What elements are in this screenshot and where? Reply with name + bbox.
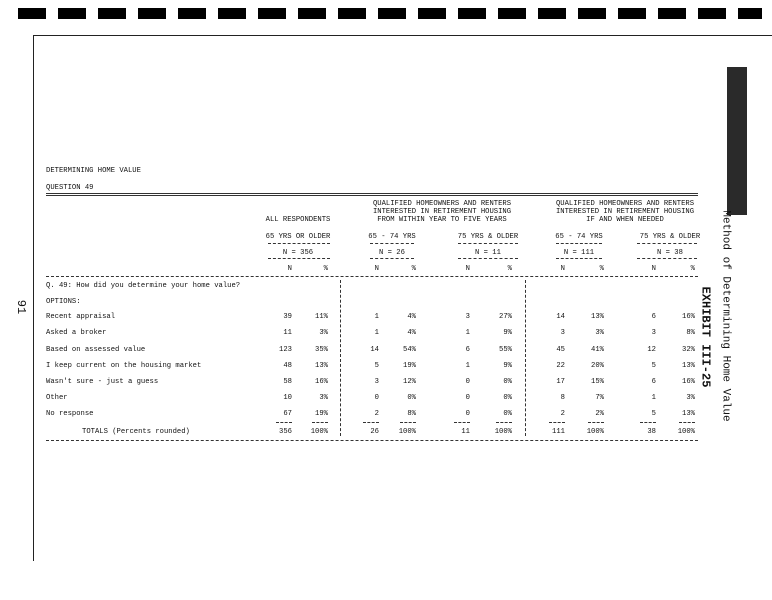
- percent-cell: 54%: [403, 346, 416, 354]
- subtotal-underline: [400, 422, 416, 423]
- perforation-mark: [738, 8, 762, 19]
- subheader-underline: [268, 243, 330, 244]
- total-count-cell: 38: [647, 428, 656, 436]
- n-all: N = 356: [282, 249, 314, 257]
- n-g1-65-74: N = 26: [379, 249, 405, 257]
- percent-cell: 0%: [407, 394, 416, 402]
- perforation-mark: [698, 8, 726, 19]
- perforation-mark: [138, 8, 166, 19]
- perforation-mark: [338, 8, 366, 19]
- perforation-mark: [418, 8, 446, 19]
- subheader-underline: [556, 243, 602, 244]
- row-label: I keep current on the housing market: [46, 362, 202, 370]
- row-label: Wasn't sure - just a guess: [46, 378, 159, 386]
- percent-cell: 16%: [315, 378, 328, 386]
- percent-cell: 8%: [407, 410, 416, 418]
- subtotal-underline: [454, 422, 470, 423]
- row-label: Based on assessed value: [46, 346, 146, 354]
- question-number: QUESTION 49: [46, 184, 94, 192]
- subheader-underline: [370, 243, 414, 244]
- perforation-mark: [538, 8, 566, 19]
- percent-cell: 7%: [595, 394, 604, 402]
- percent-cell: 55%: [499, 346, 512, 354]
- percent-cell: 12%: [403, 378, 416, 386]
- total-count-cell: 26: [370, 428, 379, 436]
- count-cell: 5: [651, 410, 656, 418]
- percent-cell: 3%: [595, 329, 604, 337]
- count-cell: 58: [283, 378, 292, 386]
- header-rule: [46, 193, 698, 196]
- row-label: No response: [46, 410, 94, 418]
- count-cell: 3: [651, 329, 656, 337]
- options-label: OPTIONS:: [46, 298, 81, 306]
- perforation-mark: [618, 8, 646, 19]
- subheader-g2-75: 75 YRS & OLDER: [639, 233, 701, 241]
- percent-column-label: %: [507, 265, 512, 273]
- percent-cell: 4%: [407, 313, 416, 321]
- n-underline: [556, 258, 602, 259]
- count-cell: 67: [283, 410, 292, 418]
- percent-cell: 3%: [319, 394, 328, 402]
- count-cell: 2: [374, 410, 379, 418]
- n-g2-65-74: N = 111: [563, 249, 595, 257]
- row-label: Asked a broker: [46, 329, 107, 337]
- count-cell: 3: [465, 313, 470, 321]
- n-underline: [458, 258, 518, 259]
- count-cell: 22: [556, 362, 565, 370]
- page-frame: [33, 35, 772, 561]
- count-cell: 3: [560, 329, 565, 337]
- percent-cell: 3%: [686, 394, 695, 402]
- exhibit-label: EXHIBIT III-25: [698, 286, 713, 388]
- percent-cell: 3%: [319, 329, 328, 337]
- perforation-mark: [18, 8, 46, 19]
- perforation-mark: [98, 8, 126, 19]
- count-cell: 5: [651, 362, 656, 370]
- count-cell: 12: [647, 346, 656, 354]
- percent-column-label: %: [411, 265, 416, 273]
- count-cell: 0: [465, 410, 470, 418]
- subtotal-underline: [588, 422, 604, 423]
- subtotal-underline: [276, 422, 292, 423]
- total-percent-cell: 100%: [677, 428, 695, 436]
- header-group2-line3: IF AND WHEN NEEDED: [586, 216, 664, 224]
- total-percent-cell: 100%: [494, 428, 512, 436]
- perforation-mark: [458, 8, 486, 19]
- count-cell: 10: [283, 394, 292, 402]
- count-cell: 0: [465, 394, 470, 402]
- percent-cell: 32%: [682, 346, 695, 354]
- column-header-rule: [46, 276, 698, 277]
- percent-cell: 9%: [503, 329, 512, 337]
- count-cell: 3: [374, 378, 379, 386]
- count-column-label: N: [374, 265, 379, 273]
- count-cell: 39: [283, 313, 292, 321]
- perforation-mark: [498, 8, 526, 19]
- subtotal-underline: [363, 422, 379, 423]
- perforation-mark: [658, 8, 686, 19]
- count-cell: 1: [465, 329, 470, 337]
- row-label: Other: [46, 394, 68, 402]
- percent-cell: 13%: [315, 362, 328, 370]
- percent-cell: 9%: [503, 362, 512, 370]
- percent-cell: 0%: [503, 394, 512, 402]
- count-cell: 123: [279, 346, 292, 354]
- count-cell: 14: [370, 346, 379, 354]
- count-cell: 6: [651, 378, 656, 386]
- count-cell: 1: [465, 362, 470, 370]
- perforation-mark: [298, 8, 326, 19]
- count-cell: 48: [283, 362, 292, 370]
- count-cell: 11: [283, 329, 292, 337]
- percent-cell: 16%: [682, 313, 695, 321]
- perforation-mark: [58, 8, 86, 19]
- subtotal-underline: [549, 422, 565, 423]
- percent-column-label: %: [323, 265, 328, 273]
- header-all-respondents: ALL RESPONDENTS: [265, 216, 331, 224]
- side-tab-marker: [727, 67, 747, 215]
- percent-cell: 19%: [403, 362, 416, 370]
- percent-cell: 0%: [503, 378, 512, 386]
- percent-cell: 13%: [682, 410, 695, 418]
- total-count-cell: 356: [279, 428, 292, 436]
- subheader-underline: [458, 243, 518, 244]
- percent-cell: 41%: [591, 346, 604, 354]
- perforation-mark: [378, 8, 406, 19]
- header-group2-line1: QUALIFIED HOMEOWNERS AND RENTERS: [555, 200, 695, 208]
- percent-column-label: %: [599, 265, 604, 273]
- subtotal-underline: [640, 422, 656, 423]
- percent-cell: 20%: [591, 362, 604, 370]
- percent-cell: 16%: [682, 378, 695, 386]
- subtotal-underline: [679, 422, 695, 423]
- subheader-underline: [637, 243, 697, 244]
- percent-column-label: %: [690, 265, 695, 273]
- percent-cell: 13%: [682, 362, 695, 370]
- count-cell: 1: [374, 329, 379, 337]
- percent-cell: 19%: [315, 410, 328, 418]
- subtotal-underline: [312, 422, 328, 423]
- perforation-mark: [578, 8, 606, 19]
- column-divider: [525, 280, 526, 436]
- count-cell: 14: [556, 313, 565, 321]
- count-column-label: N: [560, 265, 565, 273]
- header-group2-line2: INTERESTED IN RETIREMENT HOUSING: [555, 208, 695, 216]
- percent-cell: 2%: [595, 410, 604, 418]
- question-text: Q. 49: How did you determine your home value?: [46, 282, 241, 290]
- header-group1-line1: QUALIFIED HOMEOWNERS AND RENTERS: [372, 200, 512, 208]
- perforation-mark: [258, 8, 286, 19]
- subheader-g1-75: 75 YRS & OLDER: [457, 233, 519, 241]
- total-percent-cell: 100%: [310, 428, 328, 436]
- count-cell: 1: [374, 313, 379, 321]
- count-cell: 17: [556, 378, 565, 386]
- count-cell: 8: [560, 394, 565, 402]
- n-underline: [370, 258, 414, 259]
- count-cell: 5: [374, 362, 379, 370]
- n-g1-75: N = 11: [475, 249, 501, 257]
- count-column-label: N: [287, 265, 292, 273]
- total-percent-cell: 100%: [398, 428, 416, 436]
- total-count-cell: 111: [552, 428, 565, 436]
- subheader-all: 65 YRS OR OLDER: [265, 233, 331, 241]
- total-count-cell: 11: [461, 428, 470, 436]
- count-column-label: N: [651, 265, 656, 273]
- page-number: 91: [14, 299, 29, 315]
- count-cell: 0: [465, 378, 470, 386]
- column-divider: [340, 280, 341, 436]
- count-cell: 6: [651, 313, 656, 321]
- total-percent-cell: 100%: [586, 428, 604, 436]
- subheader-g2-65-74: 65 - 74 YRS: [555, 233, 603, 241]
- count-cell: 1: [651, 394, 656, 402]
- percent-cell: 4%: [407, 329, 416, 337]
- subheader-g1-65-74: 65 - 74 YRS: [368, 233, 416, 241]
- n-underline: [268, 258, 330, 259]
- header-group1-line3: FROM WITHIN YEAR TO FIVE YEARS: [377, 216, 507, 224]
- table-bottom-rule: [46, 440, 698, 441]
- perforation-mark: [218, 8, 246, 19]
- n-g2-75: N = 38: [657, 249, 683, 257]
- header-group1-line2: INTERESTED IN RETIREMENT HOUSING: [372, 208, 512, 216]
- count-column-label: N: [465, 265, 470, 273]
- perforation-mark: [178, 8, 206, 19]
- percent-cell: 27%: [499, 313, 512, 321]
- percent-cell: 8%: [686, 329, 695, 337]
- subtotal-underline: [496, 422, 512, 423]
- percent-cell: 13%: [591, 313, 604, 321]
- totals-label: TOTALS (Percents rounded): [82, 428, 190, 436]
- percent-cell: 11%: [315, 313, 328, 321]
- count-cell: 2: [560, 410, 565, 418]
- percent-cell: 0%: [503, 410, 512, 418]
- count-cell: 6: [465, 346, 470, 354]
- count-cell: 45: [556, 346, 565, 354]
- section-title: DETERMINING HOME VALUE: [46, 167, 141, 175]
- n-underline: [637, 258, 697, 259]
- percent-cell: 15%: [591, 378, 604, 386]
- exhibit-subtitle: Method of Determining Home Value: [719, 210, 732, 422]
- count-cell: 0: [374, 394, 379, 402]
- row-label: Recent appraisal: [46, 313, 116, 321]
- percent-cell: 35%: [315, 346, 328, 354]
